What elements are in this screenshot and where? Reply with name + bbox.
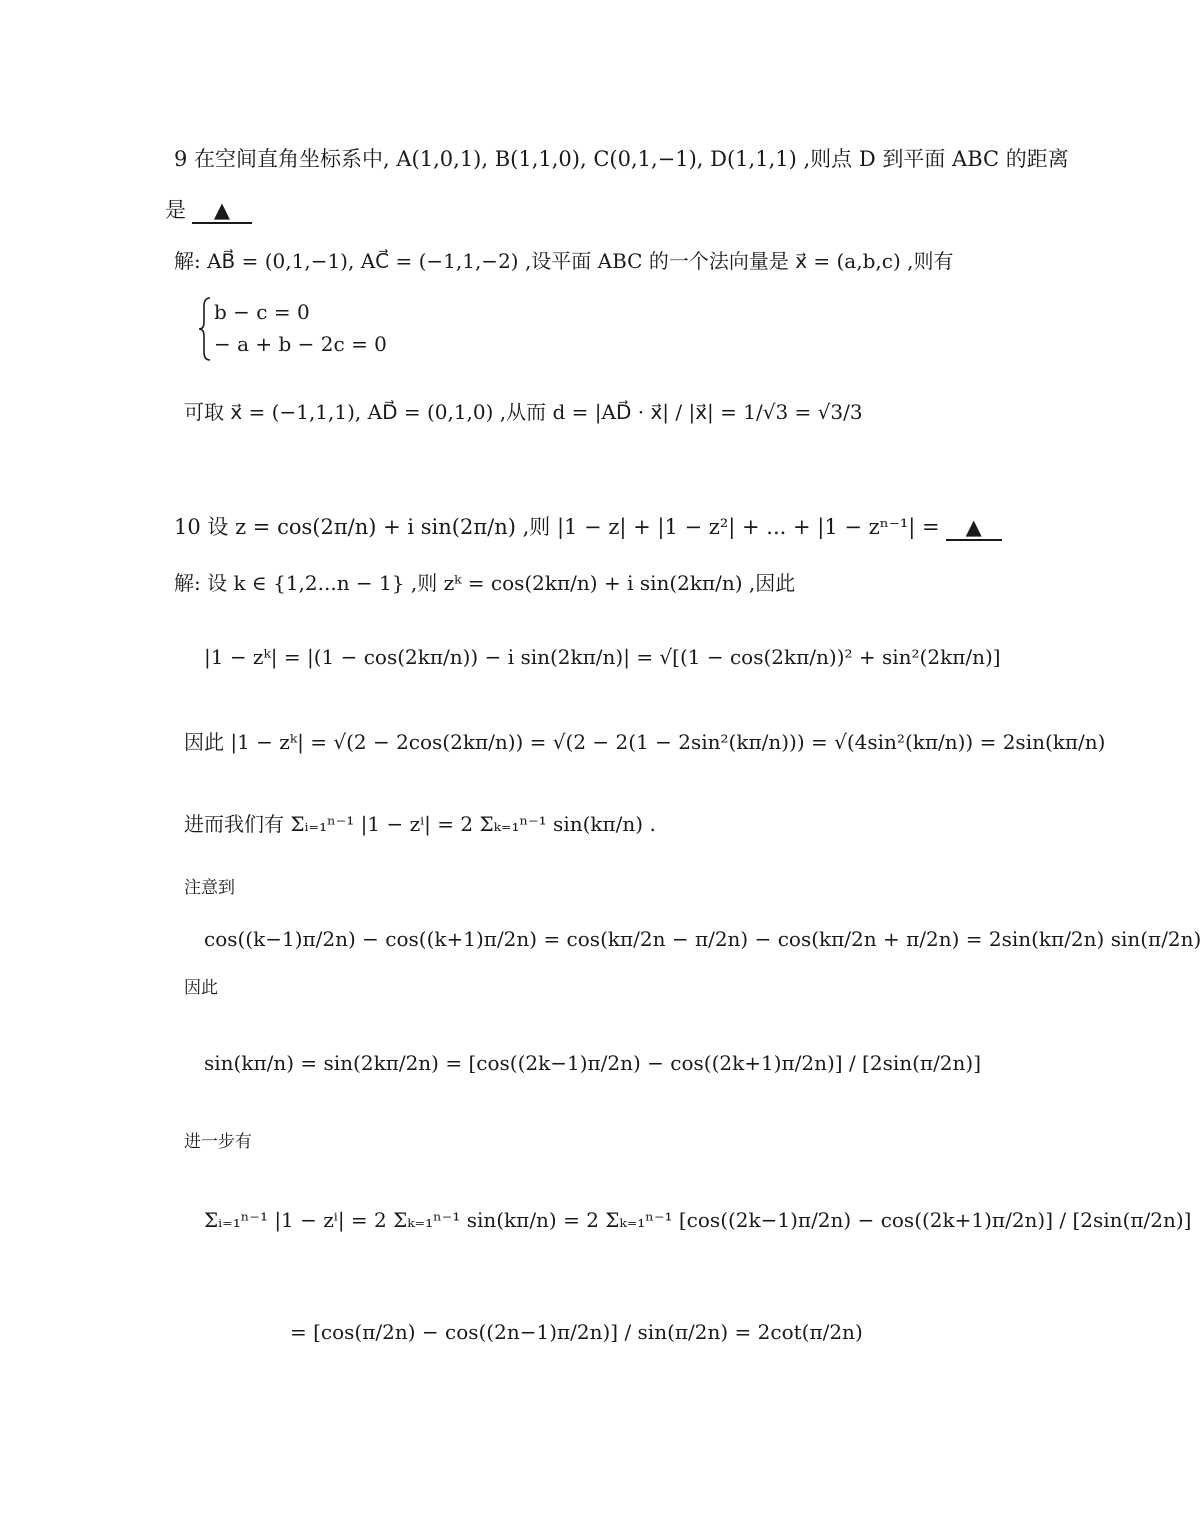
answer-blank: ▲ [192,198,252,224]
note-equation: cos((k−1)π/2n) − cos((k+1)π/2n) = cos(kπ/2n − π/2n) − cos(kπ/2n + π/2n) = 2sin(kπ/2n) sin(π/2n) [204,927,1201,951]
problem-9-question-cont [165,198,252,224]
problem-9-distance-line: 可取 x⃗ = (−1,1,1), AD⃗ = (0,1,0) ,从而 d = |AD⃗ · x⃗| / |x⃗| = 1/√3 = √3/3 [184,400,863,424]
problem-10-question [174,515,1002,541]
modulus-simplified: 因此 |1 − zᵏ| = √(2 − 2cos(2kπ/n)) = √(2 − 2(1 − 2sin²(kπ/n))) = √(4sin²(kπ/n)) = 2sin(kπ/n) [184,730,1106,754]
therefore-label: 因此 [184,978,218,998]
problem-10-solution-line: 解: 设 k ∈ {1,2...n − 1} ,则 zᵏ = cos(2kπ/n) + i sin(2kπ/n) ,因此 [174,571,796,595]
problem-9-question: 9 在空间直角坐标系中, A(1,0,1), B(1,1,0), C(0,1,−1), D(1,1,1) ,则点 D 到平面 ABC 的距离 [174,147,1069,171]
modulus-equation: |1 − zᵏ| = |(1 − cos(2kπ/n)) − i sin(2kπ/n)| = √[(1 − cos(2kπ/n))² + sin²(2kπ/n)] [204,645,1001,669]
final-result-equation: = [cos(π/2n) − cos((2n−1)π/2n)] / sin(π/2n) = 2cot(π/2n) [290,1320,863,1344]
further-label: 进一步有 [184,1132,252,1152]
final-sum-equation: Σᵢ₌₁ⁿ⁻¹ |1 − zⁱ| = 2 Σₖ₌₁ⁿ⁻¹ sin(kπ/n) = 2 Σₖ₌₁ⁿ⁻¹ [cos((2k−1)π/2n) − cos((2k+1)π/2n)] / [2sin(π/2n)] [204,1208,1192,1232]
left-brace-icon [198,296,212,362]
problem-9-question-line2: 是 [165,198,186,222]
note-label: 注意到 [184,878,235,898]
answer-blank: ▲ [946,515,1002,541]
system-equation-1: b − c = 0 [214,300,310,324]
therefore-equation: sin(kπ/n) = sin(2kπ/2n) = [cos((2k−1)π/2n) − cos((2k+1)π/2n)] / [2sin(π/2n)] [204,1051,982,1075]
sum-equation: 进而我们有 Σᵢ₌₁ⁿ⁻¹ |1 − zⁱ| = 2 Σₖ₌₁ⁿ⁻¹ sin(kπ/n) . [184,812,656,836]
problem-9-solution-line: 解: AB⃗ = (0,1,−1), AC⃗ = (−1,1,−2) ,设平面 ABC 的一个法向量是 x⃗ = (a,b,c) ,则有 [174,249,954,273]
system-equation-2: − a + b − 2c = 0 [214,332,387,356]
problem-10-question-text: 10 设 z = cos(2π/n) + i sin(2π/n) ,则 |1 − z| + |1 − z²| + ... + |1 − zⁿ⁻¹| = [174,515,940,539]
